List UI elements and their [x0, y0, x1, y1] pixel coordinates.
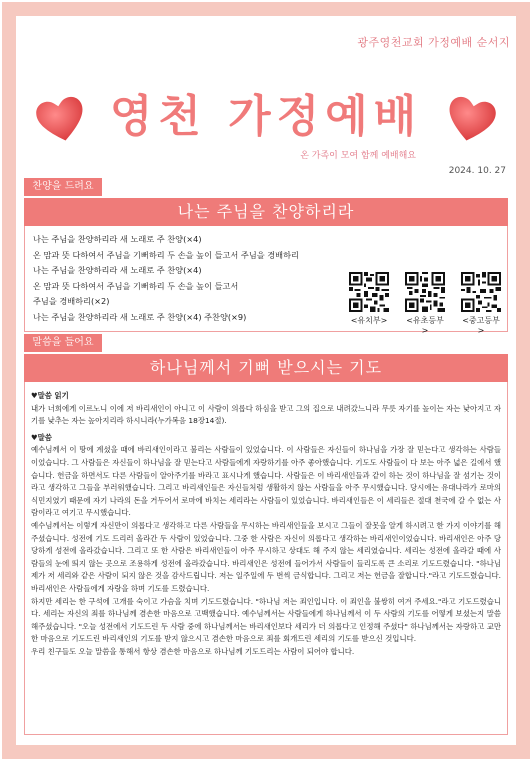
page-frame	[2, 2, 530, 759]
sermon-body	[31, 390, 501, 658]
praise-section	[24, 226, 508, 335]
sermon-paragraph: 예수님께서는 이렇게 자신만이 의롭다고 생각하고 다른 사람들을 무시하는 바리새인들을 보시고 그들이 잘못을 알게 하시려고 한 가지 이야기를 해주셨습니다. 성전에 기도 드리러 올라간 두 사람이 있었습니다. 그중 한 사람은 자신이 의롭다고 생각하는 바리새인이었습니다. 바리새인은 아주 당당하게 성전에 올라갔습니다. 그리고 또 한 사람은 바리새인들이 아주 무시하고 상대도 해 주지 않는 세리였습니다. 세리는 성전에 올라갈 때에 사람들의 눈에 띄지 않는 곳으로 조용하게 성전에 올라갔습니다. 바리새인은 성전에 들어가서 사람들이 들리도록 큰 소리로 기도드렸습니다. "하나님 제가 저 세리와 같은 사람이 되지 않은 것을 감사드립니다. 저는 일주일에 두 번씩 금식합니다. 그리고 저는 헌금을 잘합니다."라고 기도드렸습니다. 바리새인은 사람들에게 자랑을 하며 기도를 드렸습니다.	[31, 520, 501, 593]
sermon-heading: ♥말씀	[31, 432, 52, 442]
lyric-line: 온 맘과 뜻 다하여서 주님을 기뻐하리 두 손을 높이 들고서 주님을 경배하리	[33, 249, 299, 260]
church-name: 광주영천교회 가정예배 순서지	[357, 36, 510, 49]
praise-banner: 나는 주님을 찬양하리라	[24, 198, 508, 226]
word-banner: 하나님께서 기뻐 받으시는 기도	[24, 354, 508, 382]
word-section	[24, 382, 508, 735]
word-tag: 말씀을 들어요	[24, 334, 102, 352]
sermon-paragraph: 하지만 세리는 한 구석에 고개를 숙이고 가슴을 치며 기도드렸습니다. "하나님 저는 죄인입니다. 이 죄인을 불쌍히 여겨 주세요."라고 기도드렸습니다. 세리는 자신의 죄를 하나님께 겸손한 마음으로 고백했습니다. 예수님께서는 사람들에게 하나님께서 이 두 사람의 기도를 어떻게 보셨는지 말씀해주셨습니다. "오늘 성전에서 기도드린 두 사람 중에 하나님께서는 바리새인보다 세리가 더 의롭다고 인정해 주셨다" 하나님께서는 자랑하고 교만한 마음으로 기도드린 바리새인의 기도를 받지 않으시고 겸손한 마음으로 죄를 회개드린 세리의 기도를 받으신 것입니다.	[31, 596, 501, 644]
lyric-line: 나는 주님을 찬양하리라 새 노래로 주 찬양(×4)	[33, 265, 202, 275]
lyric-line: 온 맘과 뜻 다하여서 주님을 기뻐하리 두 손을 높이 들고서	[33, 280, 239, 291]
qr-code[interactable]	[347, 272, 391, 335]
lyric-line: 주님을 경배하리(×2)	[33, 296, 110, 306]
lyric-line: 나는 주님을 찬양하리라 새 노래로 주 찬양(×4)	[33, 234, 202, 244]
qr-label: <유치부>	[350, 316, 388, 325]
date: 2024. 10. 27	[448, 166, 506, 176]
lyric-line: 나는 주님을 찬양하리라 새 노래로 주 찬양(×4) 주찬양(×9)	[33, 311, 247, 322]
page-title: 영천 가정예배	[109, 91, 423, 142]
reading-text: 내가 너희에게 이르노니 이에 저 바리새인이 아니고 이 사람이 의롭다 하심을 받고 그의 집으로 내려갔느니라 무릇 자기를 높이는 자는 낮아지고 자기를 낮추는 자는 높아지리라 하시니라(누가복음 18장14절).	[31, 403, 501, 426]
qr-code[interactable]	[403, 272, 447, 335]
qr-icon	[405, 272, 445, 312]
sermon-paragraph: 우리 친구들도 오늘 말씀을 통해서 항상 겸손한 마음으로 하나님께 기도드리는 사람이 되어야 합니다.	[31, 646, 355, 656]
sermon-paragraph: 예수님께서 이 땅에 계셨을 때에 바리새인이라고 불리는 사람들이 있었습니다. 이 사람들은 자신들이 하나님을 가장 잘 믿는다고 생각하는 사람들이었습니다. 그 사람들은 자신들이 하나님을 잘 믿는다고 사람들에게 자랑하기를 아주 좋아했습니다. 기도도 사람들이 다 보는 아주 넓은 길에서 했습니다. 헌금을 하면서도 다른 사람들이 알아주기를 바라고 표시나게 했습니다. 사람들은 이 바리새인들과 같이 하는 것이 하나님을 잘 섬기는 것이라고 생각하고 그들을 부러워했습니다. 그리고 바리새인들은 자신들처럼 생활하지 않는 사람들을 아주 무시했습니다. 당시에는 유대나라가 로마의 식민지였기 때문에 자기 나라의 돈을 거두어서 로마에 바치는 세리라는 사람들이 있었습니다. 바리새인들은 이 세리들은 절대 천국에 갈 수 없는 사람이라고 여기고 무시했습니다.	[31, 445, 501, 518]
qr-code[interactable]	[459, 272, 503, 335]
qr-label: <유초등부>	[406, 316, 444, 335]
lyrics	[33, 232, 323, 325]
qr-group	[347, 272, 503, 335]
praise-tag: 찬양을 드려요	[24, 178, 102, 196]
qr-label: <중고등부>	[462, 316, 500, 335]
qr-icon	[461, 272, 501, 312]
qr-icon	[349, 272, 389, 312]
reading-heading: ♥말씀 읽기	[31, 391, 69, 400]
subtitle: 온 가족이 모여 함께 예배해요	[300, 151, 416, 161]
